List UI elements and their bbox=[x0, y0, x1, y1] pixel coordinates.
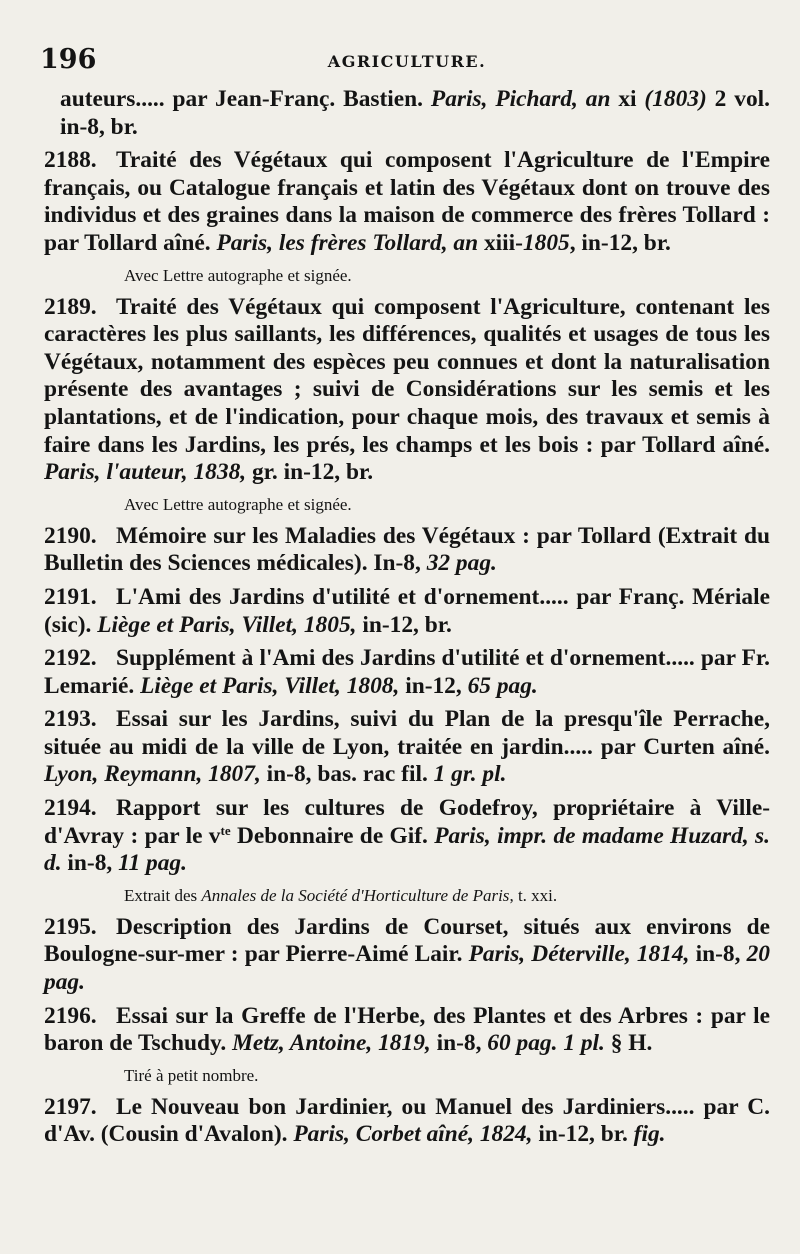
text-run: 2 vol. in-8, br. bbox=[60, 86, 770, 140]
italic-text: fig. bbox=[633, 1121, 666, 1148]
italic-text: Annales de la Société d'Horticulture de Paris bbox=[201, 885, 510, 905]
italic-text: Paris, Déterville, 1814, bbox=[468, 941, 690, 968]
text-run: Le Nouveau bon Jardinier, ou Manuel des Jardiniers..... par C. d'Av. (Cousin d'Avalon). bbox=[44, 1093, 770, 1148]
running-title: AGRICULTURE. bbox=[327, 52, 487, 71]
entry-number: 2188. bbox=[44, 147, 97, 174]
italic-text: 1805 bbox=[522, 229, 570, 256]
text-run: xi bbox=[610, 86, 645, 112]
text-run: Essai sur les Jardins, suivi du Plan de la presqu'île Perrache, située au midi de la ville de Lyon, traitée en jardin..... par Curten aîné. bbox=[44, 706, 770, 760]
text-run: Debonnaire de Gif. bbox=[230, 822, 435, 849]
entry-number: 2192. bbox=[44, 645, 97, 672]
catalogue-entry-2194 bbox=[44, 795, 770, 878]
entry-number: 2190. bbox=[44, 522, 97, 549]
text-run: in-12, br. bbox=[532, 1121, 634, 1148]
entry-number: 2195. bbox=[44, 913, 97, 940]
italic-text: Paris, l'auteur, 1838, bbox=[44, 459, 247, 486]
entry-note bbox=[124, 1064, 770, 1088]
entry-number: 2197. bbox=[44, 1093, 97, 1120]
text-run: , t. xxi. bbox=[509, 885, 558, 905]
text-run: Avec Lettre autographe et signée. bbox=[124, 265, 352, 285]
text-run: Tiré à petit nombre. bbox=[124, 1065, 259, 1085]
catalogue-entry-2189 bbox=[44, 294, 770, 487]
text-run: in-8, bbox=[430, 1030, 488, 1057]
italic-text: Paris, les frères Tollard, an bbox=[216, 229, 479, 256]
text-run: Rapport sur les cultures de Godefroy, propriétaire à Ville-d'Avray : par le v bbox=[44, 795, 770, 849]
entry-note bbox=[124, 493, 770, 517]
italic-text: (1803) bbox=[644, 86, 707, 112]
text-run: in-8, bbox=[61, 850, 119, 877]
entry-number: 2194. bbox=[44, 795, 97, 822]
italic-text: 65 pag. bbox=[467, 672, 538, 699]
text-run: Traité des Végétaux qui composent l'Agriculture de l'Empire français, ou Catalogue français et latin des Végétaux dont on trouve des individus et des graines dans la maison de commerce des frères Tollard : par Tollard aîné. bbox=[44, 147, 770, 256]
italic-text: Lyon, Reymann, 1807, bbox=[44, 761, 261, 788]
italic-text: Paris, impr. de madame Huzard, s. d. bbox=[44, 822, 770, 877]
catalogue-entry-2197 bbox=[44, 1094, 770, 1149]
entry-note bbox=[124, 884, 770, 908]
entry-text bbox=[44, 795, 770, 876]
text-run: auteurs..... par Jean-Franç. Bastien. bbox=[60, 86, 431, 112]
entry-text bbox=[44, 294, 770, 486]
text-run: gr. in-12, br. bbox=[246, 459, 374, 486]
italic-text: Liège et Paris, Villet, 1805, bbox=[97, 611, 357, 638]
italic-text: Paris, Pichard, an bbox=[430, 86, 611, 112]
text-run: Traité des Végétaux qui composent l'Agriculture, contenant les caractères les plus saillants, les différences, qualités et usages de tous les Végétaux, notamment des espèces peu connues et dont la naturalisation présente des avantages ; suivi de Considérations sur les semis et les plantations, et de l'indication, pour chaque mois, des travaux et semis à faire dans les Jardins, les prés, les champs et les bois : par Tollard aîné. bbox=[44, 293, 770, 458]
text-run: in-12, br. bbox=[356, 611, 452, 638]
entry-text bbox=[44, 1094, 770, 1148]
italic-text: Metz, Antoine, 1819, bbox=[232, 1030, 431, 1057]
catalogue-entries bbox=[44, 86, 770, 1149]
catalogue-entry-2190 bbox=[44, 523, 770, 578]
entry-text bbox=[44, 706, 770, 787]
entry-text bbox=[44, 914, 770, 995]
catalogue-entry-2195 bbox=[44, 914, 770, 997]
catalogue-entry-2192 bbox=[44, 645, 770, 700]
italic-text: 60 pag. 1 pl. bbox=[487, 1030, 605, 1057]
text-run: Extrait des bbox=[124, 885, 202, 905]
italic-text: Liège et Paris, Villet, 1808, bbox=[140, 672, 400, 699]
continued-entry bbox=[44, 86, 770, 141]
entry-text bbox=[44, 645, 770, 699]
text-run: in-12, bbox=[399, 672, 468, 699]
text-run: in-8, bbox=[689, 941, 747, 968]
italic-text: Paris, Corbet aîné, 1824, bbox=[293, 1121, 533, 1148]
italic-text: 1 gr. pl. bbox=[433, 761, 507, 788]
entry-text bbox=[60, 86, 770, 140]
text-run: § H. bbox=[604, 1030, 653, 1057]
catalogue-entry-2191 bbox=[44, 584, 770, 639]
catalogue-entry-2196 bbox=[44, 1003, 770, 1058]
text-run: Supplément à l'Ami des Jardins d'utilité et d'ornement..... par Fr. Lemarié. bbox=[44, 645, 770, 699]
text-run: , in-12, br. bbox=[569, 229, 671, 256]
entry-number: 2191. bbox=[44, 583, 97, 610]
catalogue-entry-2188 bbox=[44, 147, 770, 257]
italic-text: 20 pag. bbox=[44, 941, 770, 996]
entry-number: 2196. bbox=[44, 1002, 97, 1029]
text-run: xiii- bbox=[478, 229, 523, 256]
entry-text bbox=[44, 584, 770, 638]
entry-text bbox=[44, 523, 770, 577]
catalogue-entry-2193 bbox=[44, 706, 770, 789]
text-run: Mémoire sur les Maladies des Végétaux : par Tollard (Extrait du Bulletin des Sciences médicales). In-8, bbox=[44, 522, 770, 577]
entry-text bbox=[44, 147, 770, 256]
italic-text: 11 pag. bbox=[118, 850, 187, 877]
entry-text bbox=[44, 1003, 770, 1057]
text-run: L'Ami des Jardins d'utilité et d'ornement..... par Franç. Mériale (sic). bbox=[44, 583, 770, 638]
entry-number: 2189. bbox=[44, 293, 97, 320]
superscript-text: te bbox=[220, 822, 231, 838]
italic-text: 32 pag. bbox=[426, 550, 497, 577]
page-number: 196 bbox=[40, 44, 97, 75]
text-run: Avec Lettre autographe et signée. bbox=[124, 494, 352, 514]
text-run: Description des Jardins de Courset, situés aux environs de Boulogne-sur-mer : par Pierre-Aimé Lair. bbox=[44, 913, 770, 968]
page-header bbox=[40, 44, 770, 86]
text-run: Essai sur la Greffe de l'Herbe, des Plantes et des Arbres : par le baron de Tschudy. bbox=[44, 1002, 770, 1057]
entry-number: 2193. bbox=[44, 706, 97, 733]
text-run: in-8, bas. rac fil. bbox=[260, 761, 434, 788]
entry-note bbox=[124, 264, 770, 288]
